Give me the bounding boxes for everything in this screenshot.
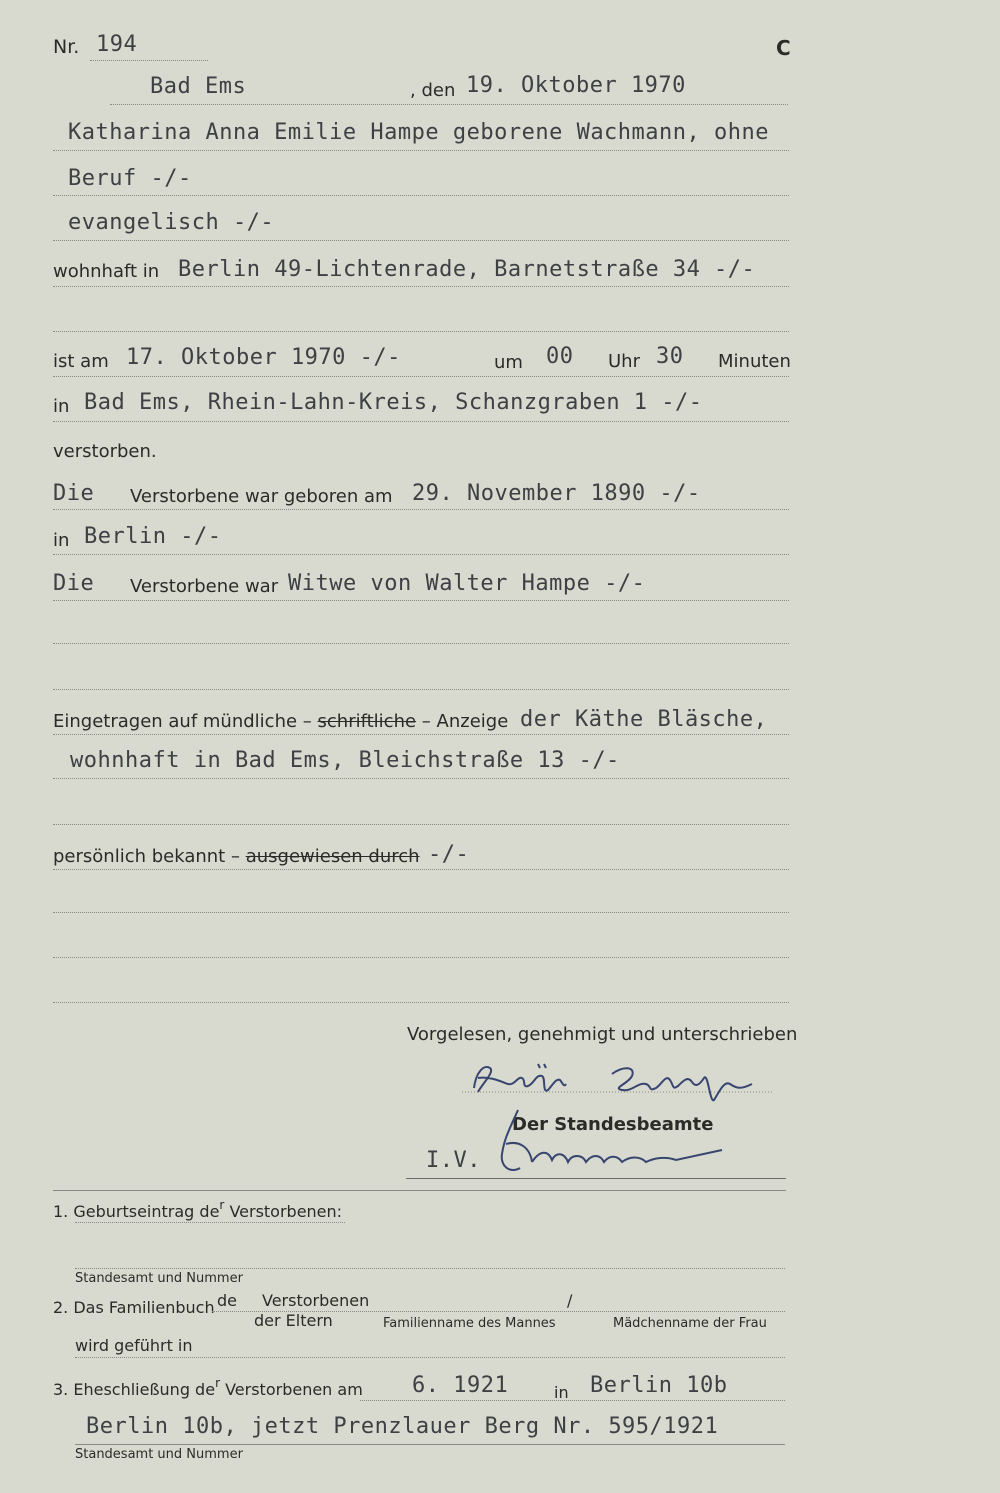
signature-rule: [406, 1178, 786, 1179]
rule: [53, 912, 789, 913]
rule: [53, 734, 789, 735]
nr-label: Nr.: [53, 36, 80, 58]
die-typed: Die: [53, 481, 95, 506]
corner-mark: C: [776, 36, 791, 60]
in-label: in: [53, 396, 70, 417]
item2-wife-caption: Mädchenname der Frau: [613, 1316, 767, 1331]
birth-date: 29. November 1890 -/-: [412, 481, 701, 506]
informant-signature: [462, 1054, 772, 1108]
birth-label: Verstorbene war geboren am: [130, 486, 393, 507]
die-typed-2: Die: [53, 571, 95, 596]
item2-eltern: der Eltern: [254, 1311, 333, 1330]
registrar-signature: [490, 1104, 740, 1178]
item2-husband-caption: Familienname des Mannes: [383, 1316, 556, 1331]
read-approved-label: Vorgelesen, genehmigt und unterschrieben: [407, 1024, 798, 1045]
item2-de: de: [217, 1291, 237, 1310]
rule: [53, 331, 789, 332]
rule: [53, 1002, 789, 1003]
rule: [110, 104, 788, 105]
registrar-label: Der Standesbeamte: [512, 1114, 714, 1135]
item3-label: 3. Eheschließung $de^r$ Verstorbenen am: [53, 1376, 363, 1399]
deceased-name-line1: Katharina Anna Emilie Hampe geborene Wachmann, ohne: [68, 120, 770, 145]
item2-slash: /: [567, 1291, 573, 1310]
item1-label: 1. Geburtseintrag $de^r$ Verstorbenen:: [53, 1198, 343, 1221]
rule: [53, 376, 789, 377]
den-label: , den: [410, 80, 456, 101]
informant: der Käthe Bläsche,: [520, 707, 768, 732]
death-minutes: 30: [656, 344, 684, 369]
registry-place: Bad Ems: [150, 74, 247, 99]
informant-address: wohnhaft in Bad Ems, Bleichstraße 13 -/-: [70, 748, 620, 773]
birth-place: Berlin -/-: [84, 524, 222, 549]
rule: [360, 1400, 785, 1401]
certificate-number: 194: [96, 32, 138, 57]
marriage-register: Berlin 10b, jetzt Prenzlauer Berg Nr. 595/1921: [86, 1414, 719, 1439]
rule: [53, 150, 789, 151]
death-place: Bad Ems, Rhein-Lahn-Kreis, Schanzgraben 1 -/-: [84, 390, 703, 415]
rule: [53, 869, 789, 870]
marriage-date: 6. 1921: [412, 1373, 509, 1398]
birth-in-label: in: [53, 530, 70, 551]
section-divider: [53, 1190, 786, 1191]
marriage-place: Berlin 10b: [590, 1373, 728, 1398]
item2-verstorbenen: Verstorbenen: [262, 1291, 370, 1310]
um-label: um: [494, 352, 523, 373]
rule: [75, 1268, 785, 1269]
known-label: persönlich bekannt – ausgewiesen durch: [53, 846, 420, 867]
rule: [75, 1444, 785, 1445]
rule: [53, 957, 789, 958]
deceased-name-line2: Beruf -/-: [68, 166, 192, 191]
rule: [53, 824, 789, 825]
death-hour: 00: [546, 344, 574, 369]
ist-am-label: ist am: [53, 351, 109, 372]
rule: [53, 689, 789, 690]
rule: [53, 778, 789, 779]
residence: Berlin 49-Lichtenrade, Barnetstraße 34 -/-: [178, 257, 756, 282]
standesamt-caption-2: Standesamt und Nummer: [75, 1447, 243, 1462]
rule: [75, 1222, 345, 1223]
registration-label: Eingetragen auf mündliche – schriftliche – Anzeige: [53, 711, 509, 732]
rule: [53, 600, 789, 601]
known-value: -/-: [428, 842, 470, 867]
death-date: 17. Oktober 1970 -/-: [126, 345, 401, 370]
rule: [90, 60, 208, 61]
minuten-label: Minuten: [718, 351, 791, 372]
standesamt-caption: Standesamt und Nummer: [75, 1271, 243, 1286]
rule: [53, 643, 789, 644]
rule: [53, 286, 789, 287]
item2-wird: wird geführt in: [75, 1336, 193, 1355]
registry-date: 19. Oktober 1970: [466, 73, 686, 98]
uhr-label: Uhr: [608, 351, 640, 372]
verstorben-label: verstorben.: [53, 441, 157, 462]
religion: evangelisch -/-: [68, 210, 275, 235]
rule: [75, 1357, 785, 1358]
rule: [53, 509, 789, 510]
residence-label: wohnhaft in: [53, 261, 160, 282]
iv-label: I.V.: [426, 1148, 481, 1173]
rule: [53, 421, 789, 422]
rule: [53, 195, 789, 196]
rule: [53, 240, 789, 241]
item3-in: in: [554, 1383, 569, 1402]
item2-label: 2. Das Familienbuch: [53, 1298, 215, 1317]
marital-label: Verstorbene war: [130, 576, 279, 597]
marital-status: Witwe von Walter Hampe -/-: [288, 571, 646, 596]
rule: [53, 554, 789, 555]
